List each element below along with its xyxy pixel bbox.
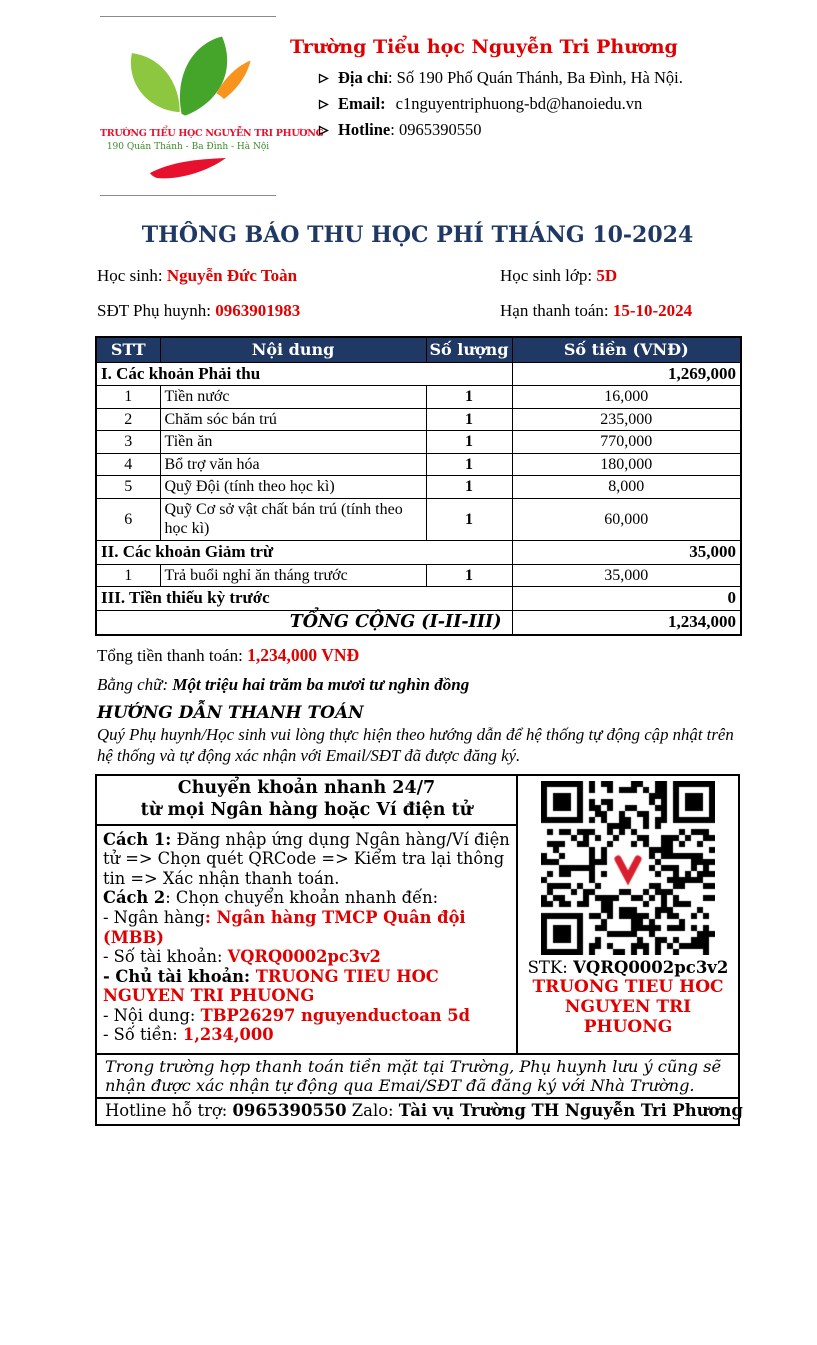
email-label: Email: (338, 94, 386, 113)
student-name-line (97, 266, 500, 286)
vietqr-code (541, 781, 715, 955)
school-name: Trường Tiểu học Nguyễn Tri Phương (290, 36, 678, 58)
amount-in-words-label: Bằng chữ: (97, 675, 173, 695)
row-stt: 4 (96, 453, 160, 476)
row-name: Tiền ăn (160, 431, 426, 454)
row-amount: 770,000 (512, 431, 741, 454)
qr-owner-line2: NGUYEN TRI PHUONG (564, 997, 692, 1038)
qr-stk-value: VQRQ0002pc3v2 (573, 958, 729, 978)
row-amount: 35,000 (512, 564, 741, 587)
row-qty: 1 (426, 498, 512, 540)
owner-label: - Chủ tài khoản: (103, 966, 256, 986)
row-stt: 3 (96, 431, 160, 454)
logo-swoosh-icon (147, 156, 229, 180)
qr-stk-label: STK: (527, 958, 574, 978)
payment-guide-title: HƯỚNG DẪN THANH TOÁN (97, 703, 364, 724)
arrow-bullet-icon (318, 99, 329, 110)
notice-title: THÔNG BÁO THU HỌC PHÍ THÁNG 10-2024 (141, 222, 694, 248)
fee-table (95, 336, 742, 636)
bank-line (103, 908, 510, 947)
method1-line (103, 830, 510, 889)
school-contact-list (318, 68, 683, 140)
table-row (96, 453, 741, 476)
hotline-value: : 0965390550 (390, 120, 482, 139)
arrow-bullet-icon (318, 125, 329, 136)
school-info (290, 16, 683, 196)
email-line (318, 94, 683, 114)
qr-owner-line1: TRUONG TIEU HOC (532, 977, 724, 998)
amount-in-words-line (97, 675, 740, 695)
address-value: : Số 190 Phố Quán Thánh, Ba Đình, Hà Nội. (387, 68, 683, 87)
payment-instructions (97, 776, 518, 1053)
amount-value: 1,234,000 (182, 1025, 274, 1045)
zalo-value: Tài vụ Trường TH Nguyễn Tri Phương (398, 1100, 743, 1120)
due-date-line (500, 301, 700, 321)
row-name: Tiền nước (160, 386, 426, 409)
student-class-value: 5D (596, 266, 618, 285)
qr-account-line (518, 958, 738, 977)
method2-label: Cách 2 (103, 888, 166, 908)
method1-text: Đăng nhập ứng dụng Ngân hàng/Ví điện tử => Chọn quét QRCode => Kiểm tra lại thông tin => Xác nhận thanh toán. (103, 829, 510, 888)
student-class-line (500, 266, 700, 286)
payment-guide-note: Quý Phụ huynh/Học sinh vui lòng thực hiện theo hướng dẫn để hệ thống tự động cập nhật trên hệ thống và tự động xác nhận với Email/SĐT đã được đăng ký. (97, 725, 734, 765)
support-hotline-line (97, 1097, 743, 1124)
total-row (96, 610, 741, 635)
content-line (103, 1006, 510, 1026)
total-label: TỔNG CỘNG (I-II-III) (96, 610, 512, 635)
student-class-label: Học sinh lớp: (500, 266, 597, 285)
row-name: Chăm sóc bán trú (160, 408, 426, 431)
owner-value: TRUONG TIEU HOC NGUYEN TRI PHUONG (103, 966, 439, 1006)
col-header-stt: STT (96, 337, 160, 362)
table-row (96, 564, 741, 587)
logo-address: 190 Quán Thánh - Ba Đình - Hà Nội (106, 142, 270, 152)
qr-panel (518, 776, 738, 1053)
due-date-value: 15-10-2024 (612, 301, 693, 320)
logo-leaves-icon (109, 31, 267, 123)
row-amount: 8,000 (512, 476, 741, 499)
school-logo (100, 16, 324, 196)
transfer-header (97, 776, 516, 826)
transfer-header-line2: từ mọi Ngân hàng hoặc Ví điện tử (140, 799, 473, 820)
amount-in-words-value: Một triệu hai trăm ba mươi tư nghìn đồng (172, 675, 470, 695)
row-amount: 235,000 (512, 408, 741, 431)
account-value: VQRQ0002pc3v2 (227, 947, 381, 967)
logo-school-name: TRƯỜNG TIỂU HỌC NGUYỄN TRI PHƯƠNG (100, 128, 324, 139)
amount-label: - Số tiền: (103, 1025, 183, 1045)
content-value: TBP26297 nguyenductoan 5d (200, 1005, 471, 1025)
row-qty: 1 (426, 564, 512, 587)
section2-amount: 35,000 (512, 540, 741, 564)
row-stt: 5 (96, 476, 160, 499)
row-stt: 1 (96, 564, 160, 587)
row-qty: 1 (426, 453, 512, 476)
section1-amount: 1,269,000 (512, 362, 741, 386)
payment-box (95, 774, 743, 1126)
total-payment-value: 1,234,000 VNĐ (247, 645, 360, 666)
table-row (96, 476, 741, 499)
method2-line (103, 888, 510, 908)
parent-phone-value: 0963901983 (215, 301, 301, 320)
row-stt: 2 (96, 408, 160, 431)
support-hotline-label: Hotline hỗ trợ: (105, 1100, 233, 1120)
section2-label: II. Các khoản Giảm trừ (96, 540, 512, 564)
email-value: c1nguyentriphuong-bd@hanoiedu.vn (395, 94, 643, 113)
section3-amount: 0 (512, 587, 741, 611)
account-line (103, 947, 510, 967)
bank-value: : Ngân hàng TMCP Quân đội (MBB) (103, 908, 466, 947)
parent-phone-line (97, 301, 500, 321)
total-amount: 1,234,000 (512, 610, 741, 635)
support-hotline-value: 0965390550 (232, 1100, 347, 1120)
arrow-bullet-icon (318, 73, 329, 84)
table-row (96, 431, 741, 454)
table-row (96, 386, 741, 409)
row-name: Quỹ Đội (tính theo học kì) (160, 476, 426, 499)
row-name: Bổ trợ văn hóa (160, 453, 426, 476)
col-header-soluong: Số lượng (426, 337, 512, 362)
document-header (100, 16, 817, 196)
section3-label: III. Tiền thiếu kỳ trước (96, 587, 512, 611)
col-header-sotien: Số tiền (VNĐ) (512, 337, 741, 362)
student-info (97, 266, 740, 321)
amount-line (103, 1025, 510, 1045)
table-row (96, 498, 741, 540)
address-label: Địa chỉ (338, 68, 388, 87)
bank-label: - Ngân hàng (103, 908, 205, 928)
transfer-header-line1: Chuyển khoản nhanh 24/7 (177, 778, 436, 799)
col-header-noidung: Nội dung (160, 337, 426, 362)
account-label: - Số tài khoản: (103, 947, 228, 967)
row-amount: 180,000 (512, 453, 741, 476)
section1-label: I. Các khoản Phải thu (96, 362, 512, 386)
total-payment-line (97, 645, 740, 666)
parent-phone-label: SĐT Phụ huynh: (97, 301, 216, 320)
total-payment-label: Tổng tiền thanh toán: (97, 646, 248, 666)
row-stt: 1 (96, 386, 160, 409)
row-qty: 1 (426, 386, 512, 409)
content-label: - Nội dung: (103, 1005, 201, 1025)
cash-payment-note: Trong trường hợp thanh toán tiền mặt tại Trường, Phụ huynh lưu ý cũng sẽ nhận được xác nhận tự động qua Emai/SĐT đã đăng ký với Nhà Trường. (97, 1053, 738, 1097)
payment-summary (97, 645, 740, 766)
row-stt: 6 (96, 498, 160, 540)
address-line (318, 68, 683, 88)
row-amount: 16,000 (512, 386, 741, 409)
due-date-label: Hạn thanh toán: (500, 301, 613, 320)
student-name-value: Nguyễn Đức Toàn (166, 266, 298, 285)
owner-line (103, 967, 510, 1006)
row-name: Trả buổi nghỉ ăn tháng trước (160, 564, 426, 587)
fee-table-header-row (96, 337, 741, 362)
section-row (96, 540, 741, 564)
row-amount: 60,000 (512, 498, 741, 540)
section-row (96, 587, 741, 611)
row-qty: 1 (426, 431, 512, 454)
method1-label: Cách 1: (103, 829, 172, 849)
method2-text: : Chọn chuyển khoản nhanh đến: (165, 888, 439, 908)
table-row (96, 408, 741, 431)
row-qty: 1 (426, 476, 512, 499)
hotline-label: Hotline (338, 120, 391, 139)
hotline-line (318, 120, 683, 140)
student-name-label: Học sinh: (97, 266, 167, 285)
row-name: Quỹ Cơ sở vật chất bán trú (tính theo học kì) (160, 498, 426, 540)
zalo-label: Zalo: (346, 1100, 399, 1120)
row-qty: 1 (426, 408, 512, 431)
section-row (96, 362, 741, 386)
